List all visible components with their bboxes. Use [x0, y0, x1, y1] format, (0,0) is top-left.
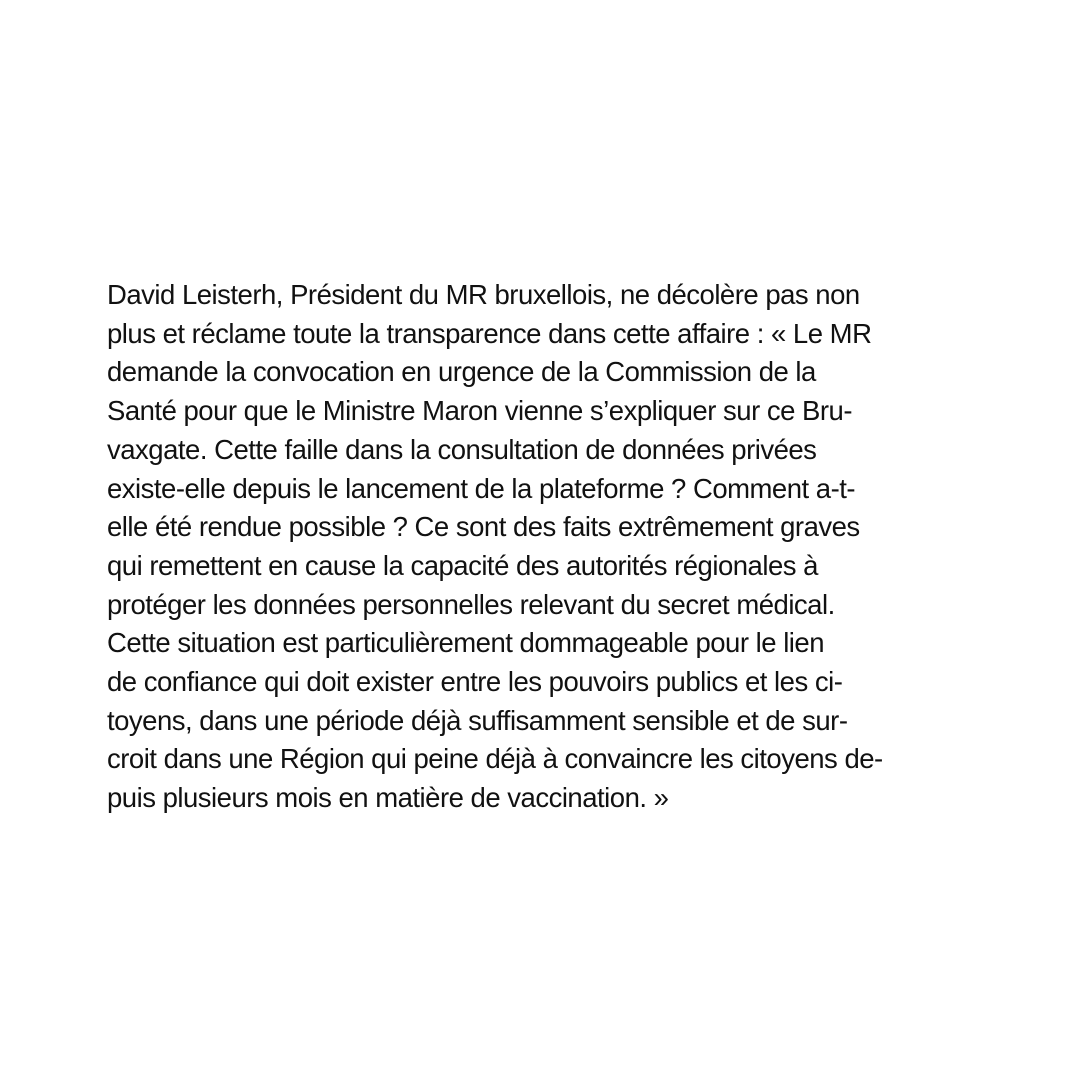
quote-line: existe-elle depuis le lancement de la plateforme ? Comment a-t- — [107, 472, 856, 504]
quote-line: vaxgate. Cette faille dans la consultation de données privées — [107, 433, 817, 465]
quote-line: qui remettent en cause la capacité des autorités régionales à — [107, 549, 818, 581]
quote-line: David Leisterh, Président du MR bruxellois, ne décolère pas non — [107, 279, 860, 310]
quote-line: demande la convocation en urgence de la Commission de la — [107, 356, 816, 388]
quote-line: plus et réclame toute la transparence dans cette affaire : « Le MR — [107, 317, 872, 349]
quote-line: elle été rendue possible ? Ce sont des faits extrêmement graves — [107, 511, 860, 543]
quote-line: protéger les données personnelles relevant du secret médical. — [107, 588, 835, 620]
quote-line: Santé pour que le Ministre Maron vienne s’expliquer sur ce Bru- — [107, 395, 852, 427]
quote-line: croit dans une Région qui peine déjà à convaincre les citoyens de- — [107, 743, 883, 775]
quote-line: puis plusieurs mois en matière de vaccination. » — [107, 782, 669, 814]
quote-paragraph — [107, 276, 1027, 818]
quote-line: Cette situation est particulièrement dommageable pour le lien — [107, 627, 824, 659]
quote-line: de confiance qui doit exister entre les pouvoirs publics et les ci- — [107, 666, 843, 698]
quote-line: toyens, dans une période déjà suffisamment sensible et de sur- — [107, 704, 848, 736]
